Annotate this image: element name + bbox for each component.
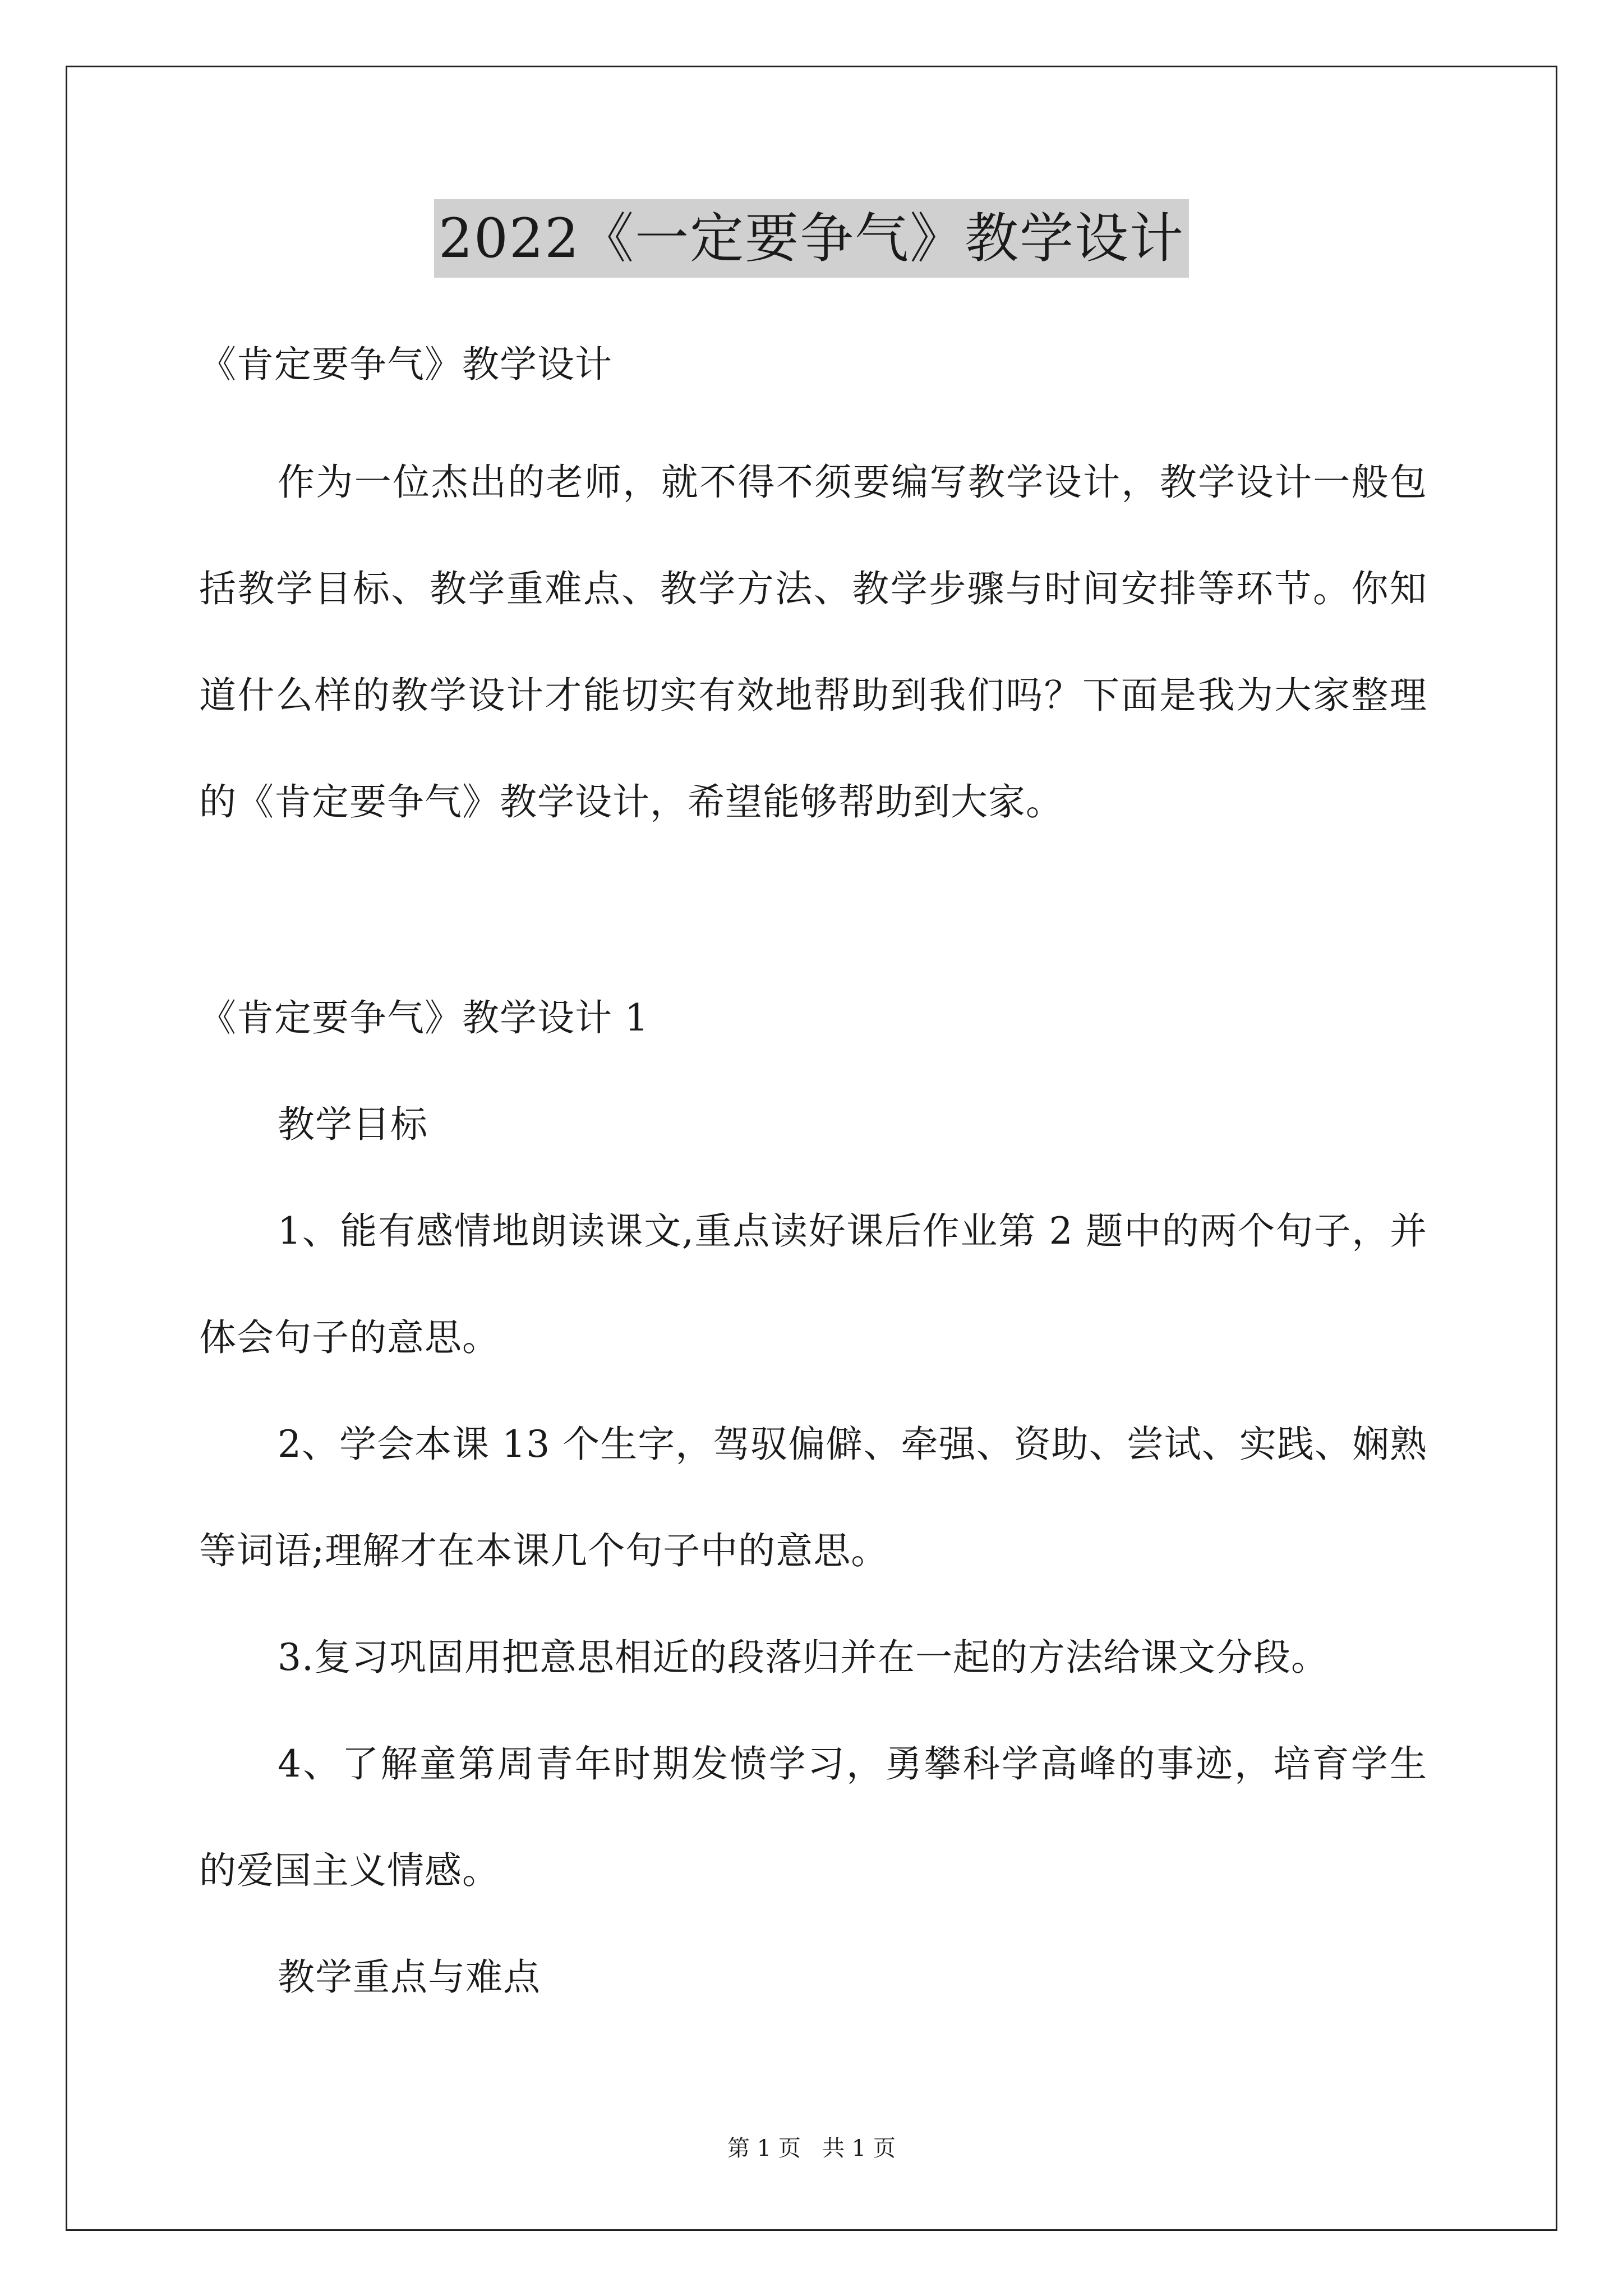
intro-paragraph: 作为一位杰出的老师，就不得不须要编写教学设计，教学设计一般包括教学目标、教学重难点、教学方法、教学步骤与时间安排等环节。你知道什么样的教学设计才能切实有效地帮助到我们吗？下面是我为大家整理的《肯定要争气》教学设计，希望能够帮助到大家。 xyxy=(199,461,1427,823)
key-points-heading: 教学重点与难点 xyxy=(278,1955,541,1999)
subtitle-paragraph: 《肯定要争气》教学设计 xyxy=(199,343,612,386)
goal-item-3: 3.复习巩固用把意思相近的段落归并在一起的方法给课文分段。 xyxy=(278,1636,1329,1679)
page-number: 第 1 页 xyxy=(727,2136,801,2161)
document-title: 2022《一定要争气》教学设计 xyxy=(434,199,1189,278)
page-total: 共 1 页 xyxy=(822,2136,896,2161)
goal-item-1: 1、能有感情地朗读课文,重点读好课后作业第 2 题中的两个句子，并体会句子的意思。 xyxy=(199,1209,1427,1359)
goals-heading: 教学目标 xyxy=(278,1103,428,1146)
page-footer xyxy=(0,2132,1623,2165)
title-container xyxy=(0,199,1623,278)
goal-item-4: 4、了解童第周青年时期发愤学习，勇攀科学高峰的事迹，培育学生的爱国主义情感。 xyxy=(199,1742,1427,1892)
section-heading: 《肯定要争气》教学设计 1 xyxy=(199,996,649,1039)
goal-item-2: 2、学会本课 13 个生字，驾驭偏僻、牵强、资助、尝试、实践、娴熟等词语;理解才在本课几个句子中的意思。 xyxy=(199,1423,1427,1572)
